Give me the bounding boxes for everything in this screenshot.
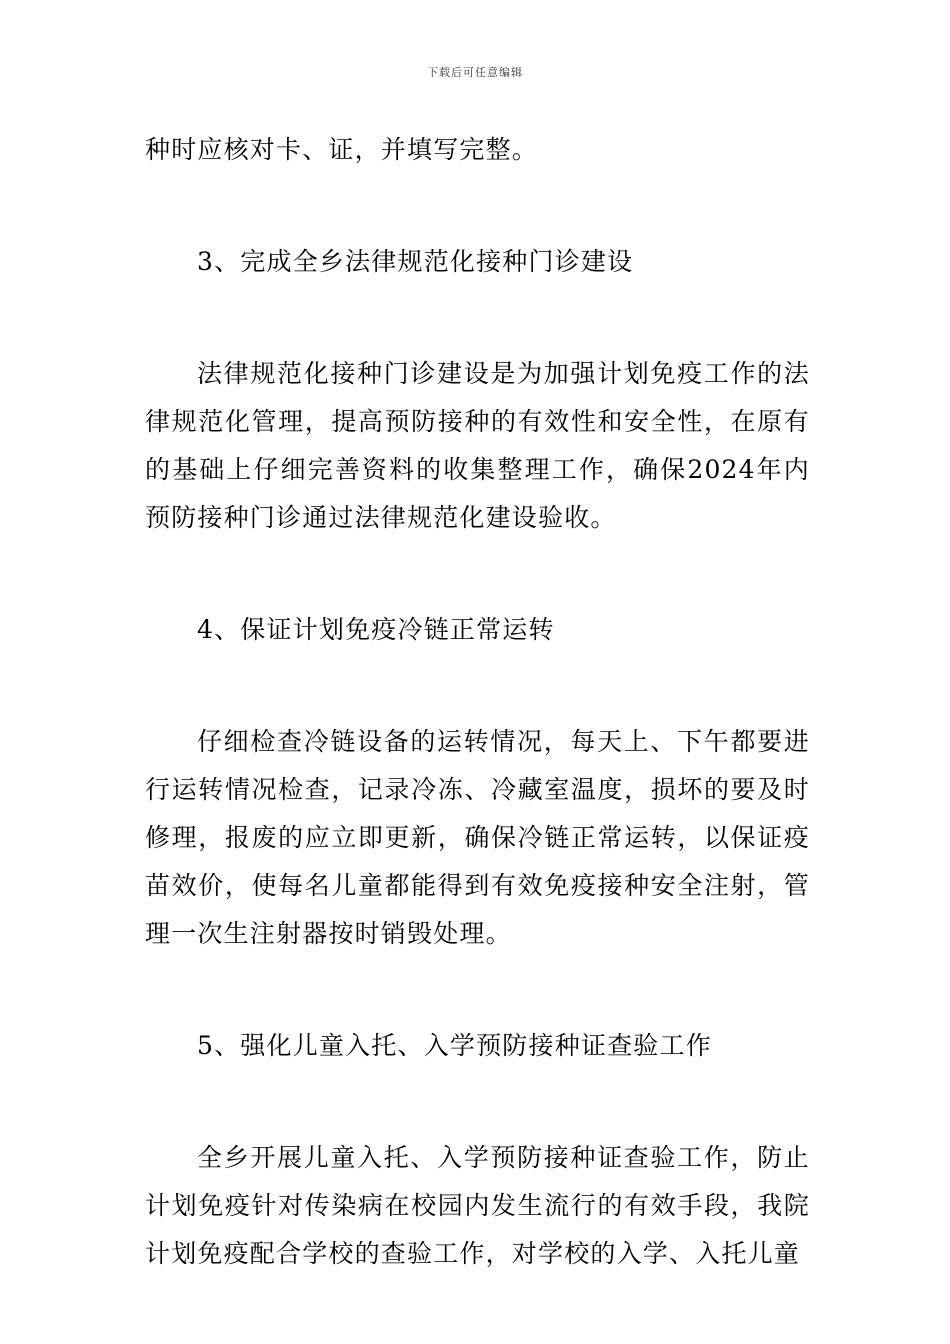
paragraph-section-4: 仔细检查冷链设备的运转情况，每天上、下午都要进行运转情况检查，记录冷冻、冷藏室温度，损坏的要及时修理，报废的应立即更新，确保冷链正常运转，以保证疫苗效价，使每名儿童都能得到有效免疫接种安全注射，管理一次生注射器按时销毁处理。 (145, 727, 810, 948)
section-heading-4: 4、保证计划免疫冷链正常运转 (197, 615, 555, 644)
document-body (145, 126, 810, 1278)
paragraph-gap (145, 654, 810, 718)
paragraph-gap (145, 542, 810, 606)
paragraph-gap (145, 286, 810, 350)
page-header-note: 下载后可任意编辑 (427, 66, 523, 79)
section-heading-3: 3、完成全乡法律规范化接种门诊建设 (197, 247, 634, 276)
paragraph-gap (145, 1070, 810, 1134)
paragraph-section-5: 全乡开展儿童入托、入学预防接种证查验工作，防止计划免疫针对传染病在校园内发生流行的有效手段，我院计划免疫配合学校的查验工作，对学校的入学、入托儿童 (145, 1143, 810, 1268)
paragraph-section-3: 法律规范化接种门诊建设是为加强计划免疫工作的法律规范化管理，提高预防接种的有效性和安全性，在原有的基础上仔细完善资料的收集整理工作，确保2024年内预防接种门诊通过法律规范化建设验收。 (145, 359, 810, 532)
paragraph-continuation: 种时应核对卡、证，并填写完整。 (145, 135, 539, 164)
section-heading-5: 5、强化儿童入托、入学预防接种证查验工作 (197, 1031, 712, 1060)
paragraph-gap (145, 958, 810, 1022)
paragraph-gap (145, 174, 810, 238)
